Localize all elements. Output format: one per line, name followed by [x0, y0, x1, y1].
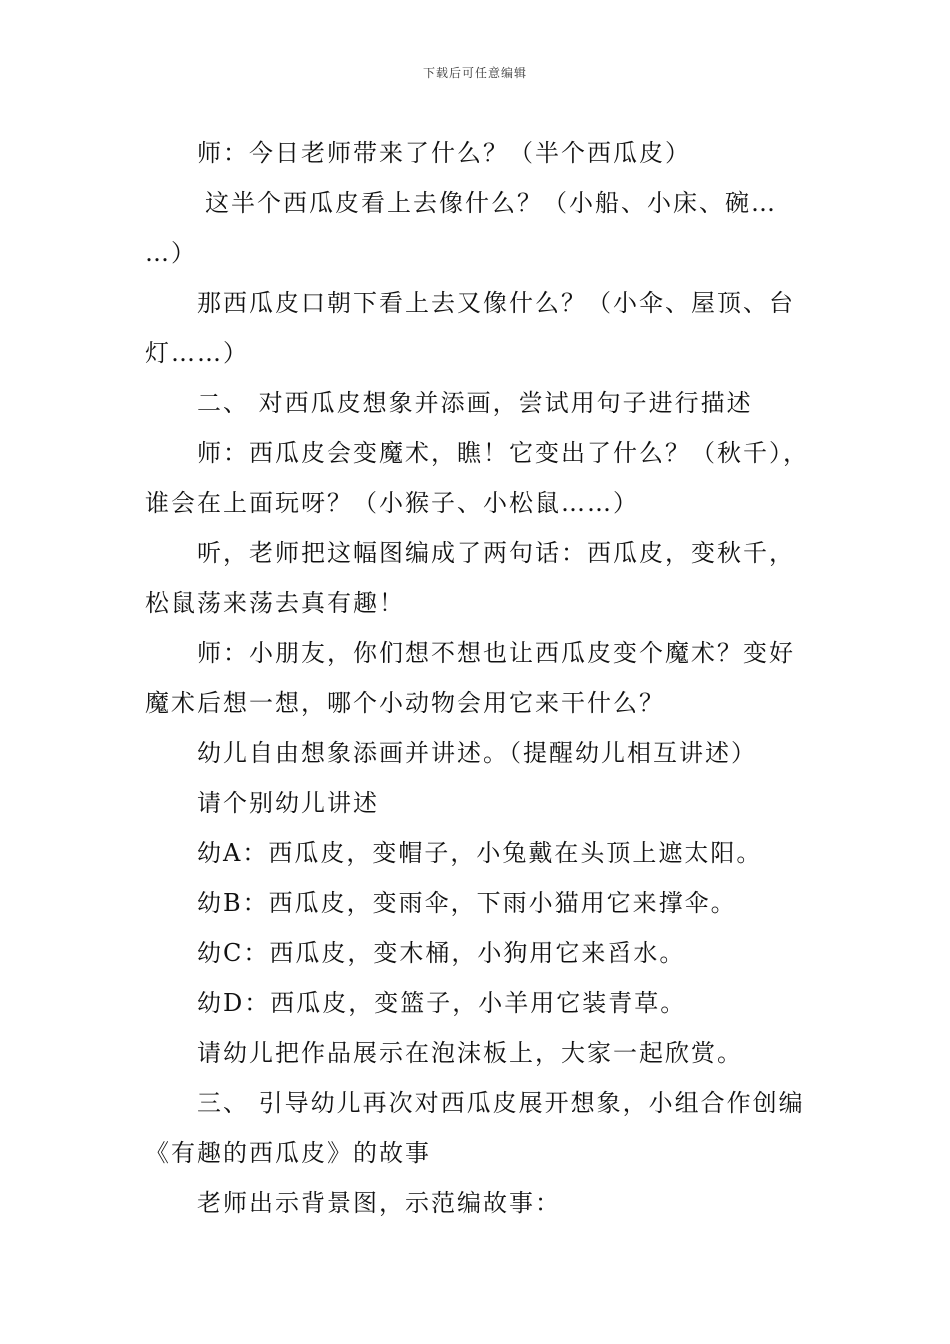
paragraph-continuation: 灯……） — [145, 339, 249, 367]
page-header: 下载后可任意编辑 — [422, 66, 527, 80]
paragraph: 听，老师把这幅图编成了两句话：西瓜皮，变秋千， — [197, 539, 795, 567]
paragraph: 幼B：西瓜皮，变雨伞，下雨小猫用它来撑伞。 — [197, 889, 737, 917]
paragraph-continuation: 魔术后想一想，哪个小动物会用它来干什么？ — [145, 689, 665, 717]
paragraph: 请个别幼儿讲述 — [197, 789, 379, 817]
section-heading: 三、 引导幼儿再次对西瓜皮展开想象，小组合作创编 — [197, 1089, 805, 1117]
paragraph: 请幼儿把作品展示在泡沫板上，大家一起欣赏。 — [197, 1039, 743, 1067]
paragraph: 幼D：西瓜皮，变篮子，小羊用它装青草。 — [197, 989, 687, 1017]
paragraph: 师：西瓜皮会变魔术，瞧！它变出了什么？（秋千）， — [197, 439, 809, 467]
paragraph-continuation: 谁会在上面玩呀？（小猴子、小松鼠……） — [145, 489, 639, 517]
paragraph: 师：今日老师带来了什么？（半个西瓜皮） — [197, 139, 691, 167]
document-body — [145, 128, 825, 1228]
paragraph: 幼儿自由想象添画并讲述。（提醒幼儿相互讲述） — [197, 739, 757, 767]
paragraph: 这半个西瓜皮看上去像什么？（小船、小床、碗… — [205, 189, 777, 217]
paragraph: 幼A：西瓜皮，变帽子，小兔戴在头顶上遮太阳。 — [197, 839, 763, 867]
paragraph: 师：小朋友，你们想不想也让西瓜皮变个魔术？变好 — [197, 639, 795, 667]
paragraph-continuation: 松鼠荡来荡去真有趣！ — [145, 589, 405, 617]
paragraph: 那西瓜皮口朝下看上去又像什么？（小伞、屋顶、台 — [197, 289, 795, 317]
paragraph-continuation: …） — [145, 239, 197, 267]
paragraph-continuation: 《有趣的西瓜皮》的故事 — [145, 1139, 431, 1167]
paragraph: 老师出示背景图，示范编故事： — [197, 1189, 561, 1217]
paragraph: 幼C：西瓜皮，变木桶，小狗用它来舀水。 — [197, 939, 686, 967]
section-heading: 二、 对西瓜皮想象并添画，尝试用句子进行描述 — [197, 389, 753, 417]
